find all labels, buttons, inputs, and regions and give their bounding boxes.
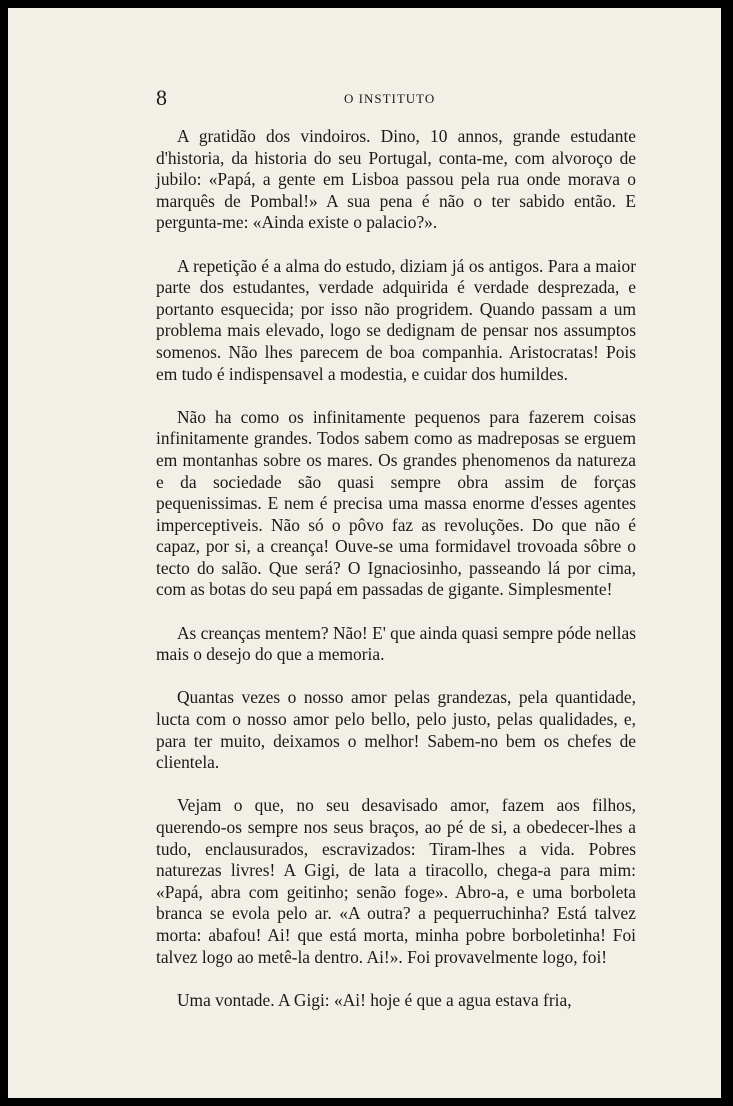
paragraph: Não ha como os infinitamente pequenos para fazerem coisas infinitamente grandes. Todos sabem como as madreposas se erguem em montanhas sobre os mares. Os grandes phenomenos da natureza e da sociedade são quasi sempre obra assim de forças pequenissimas. E nem é precisa uma massa enorme d'esses agentes imperceptiveis. Não só o pôvo faz as revoluções. Do que não é capaz, por si, a creança! Ouve-se uma formidavel trovoada sôbre o tecto do salão. Que será? O Ignaciosinho, passeando lá por cima, com as botas do seu papá em passadas de gigante. Simplesmente! — [156, 406, 636, 600]
running-title: O INSTITUTO — [344, 91, 436, 106]
paragraph: Uma vontade. A Gigi: «Ai! hoje é que a agua estava fria, — [177, 989, 572, 1010]
body-text — [156, 126, 636, 1011]
paragraph: A gratidão dos vindoiros. Dino, 10 annos, grande estudante d'historia, da historia do seu Portugal, conta-me, com alvoroço de jubilo: «Papá, a gente em Lisboa passou pela rua onde morava o marquês de Pombal!» A sua pena é não o ter sabido então. E pergunta-me: «Ainda existe o palacio?». — [156, 126, 636, 233]
book-page — [8, 8, 721, 1098]
paragraph: As creanças mentem? Não! E' que ainda quasi sempre póde nellas mais o desejo do que a memoria. — [156, 622, 636, 665]
page-header — [156, 86, 636, 110]
paragraph: A repetição é a alma do estudo, diziam já os antigos. Para a maior parte dos estudantes, verdade adquirida é verdade desprezada, e portanto esquecida; por isso não progridem. Quando passam a um problema mais elevado, logo se dedignam de pensar nos assumptos somenos. Não lhes parecem de boa companhia. Aristocratas! Pois em tudo é indispensavel a modestia, e cuidar dos humildes. — [156, 255, 636, 384]
paragraph: Vejam o que, no seu desavisado amor, fazem aos filhos, querendo-os sempre nos seus braços, ao pé de si, a obedecer-lhes a tudo, enclausurados, escravizados: Tiram-lhes a vida. Pobres naturezas livres! A Gigi, de lata a tiracollo, chega-a para mim: «Papá, abra com geitinho; senão foge». Abro-a, e uma borboleta branca se evola pelo ar. «A outra? a pequerruchinha? Está talvez morta: abafou! Ai! que está morta, minha pobre borboletinha! Foi talvez logo ao metê-la dentro. Ai!». Foi provavelmente logo, foi! — [156, 795, 636, 967]
page-number: 8 — [156, 85, 167, 110]
paragraph: Quantas vezes o nosso amor pelas grandezas, pela quantidade, lucta com o nosso amor pelo bello, pelo justo, pelas qualidades, e, para ter muito, deixamos o melhor! Sabem-no bem os chefes de clientela. — [156, 687, 636, 773]
